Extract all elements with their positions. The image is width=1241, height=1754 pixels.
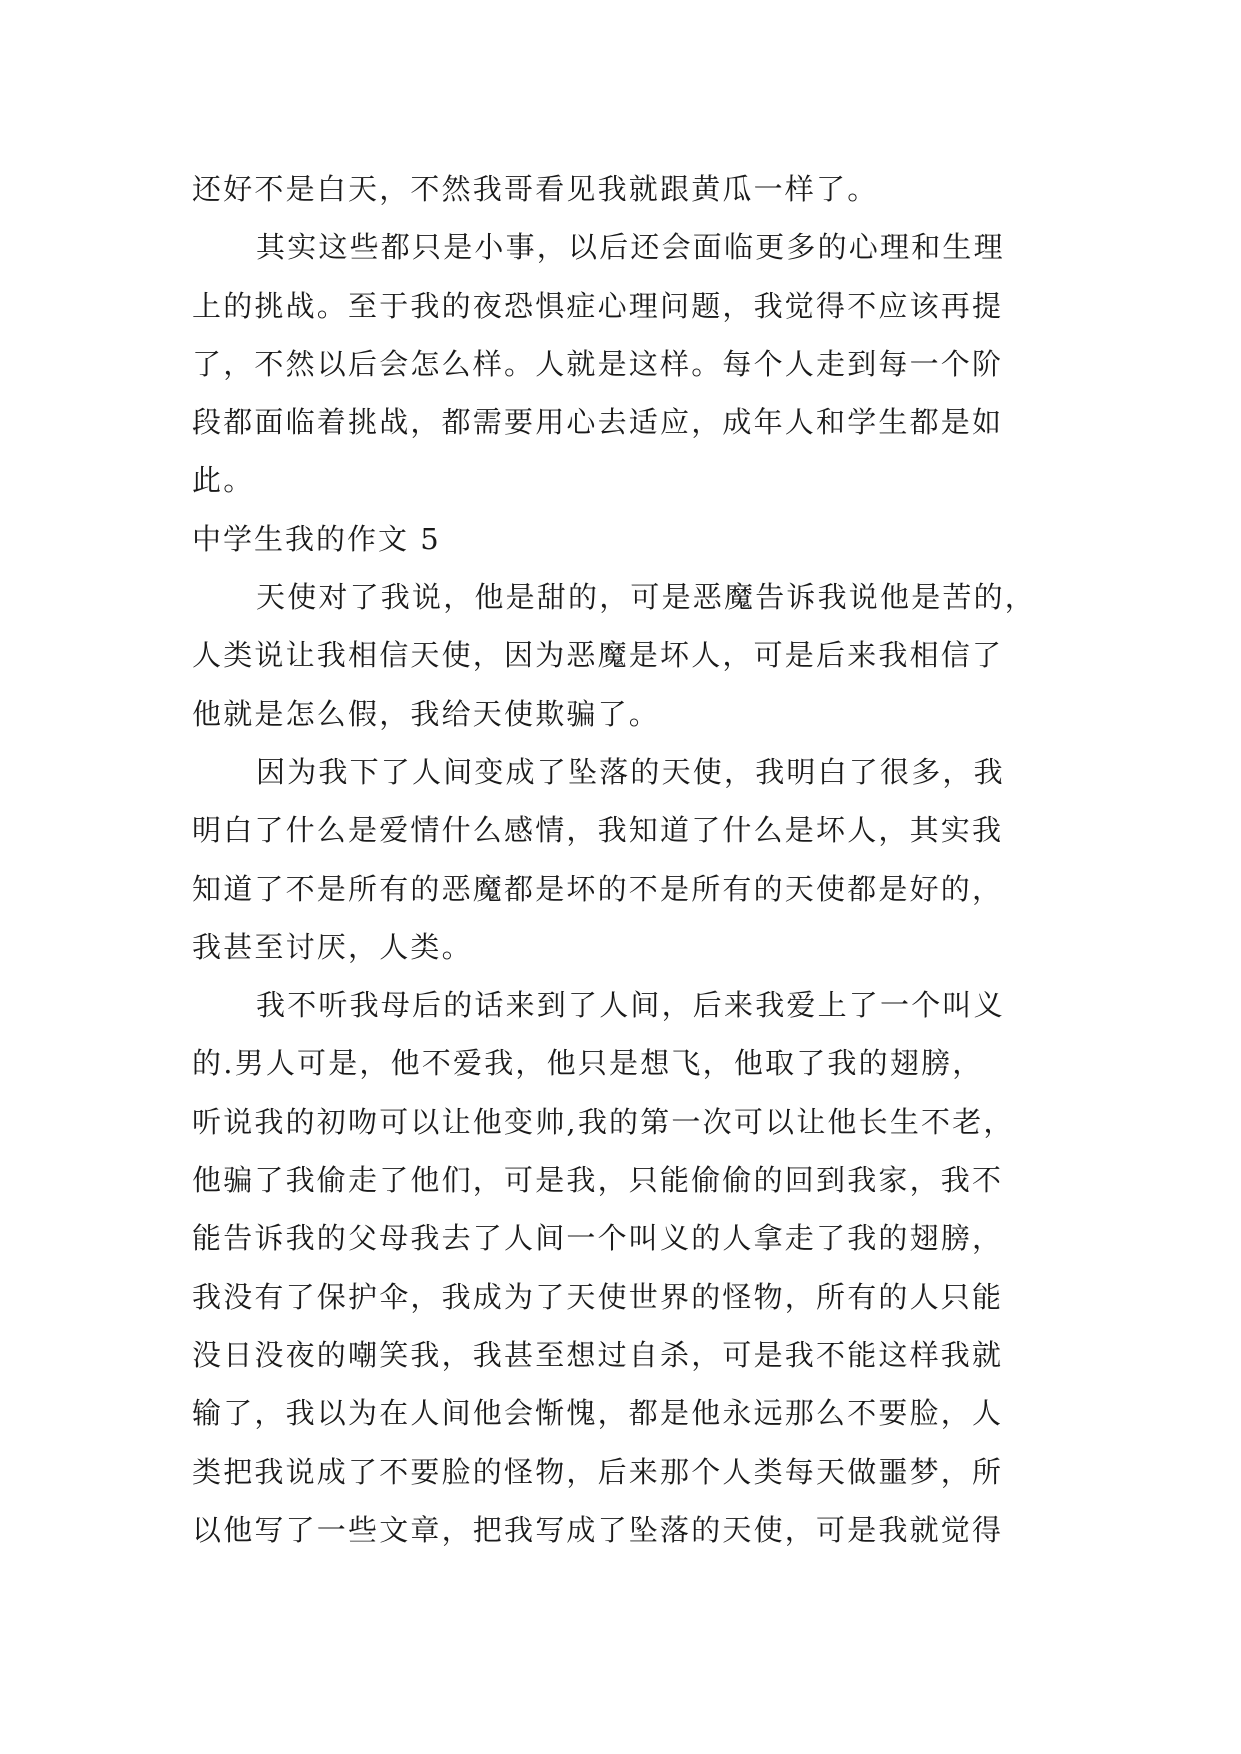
document-body [192, 160, 1062, 1559]
text-line: 我甚至讨厌，人类。 [192, 929, 473, 964]
text-line: 以他写了一些文章，把我写成了坠落的天使，可是我就觉得 [192, 1512, 1004, 1547]
text-line: 输了，我以为在人间他会惭愧，都是他永远那么不要脸，人 [192, 1396, 1004, 1431]
text-line: 段都面临着挑战，都需要用心去适应，成年人和学生都是如 [192, 405, 1004, 440]
text-line: 明白了什么是爱情什么感情，我知道了什么是坏人，其实我 [192, 813, 1004, 848]
text-line: 我不听我母后的话来到了人间，后来我爱上了一个叫义 [256, 988, 1005, 1023]
text-line: 我没有了保护伞，我成为了天使世界的怪物，所有的人只能 [192, 1279, 1004, 1314]
text-line: 知道了不是所有的恶魔都是坏的不是所有的天使都是好的， [192, 871, 1004, 906]
text-line: 因为我下了人间变成了坠落的天使，我明白了很多，我 [256, 754, 1005, 789]
text-line: 人类说让我相信天使，因为恶魔是坏人，可是后来我相信了 [192, 638, 1004, 673]
text-line: 其实这些都只是小事，以后还会面临更多的心理和生理 [256, 230, 1005, 265]
text-line: 类把我说成了不要脸的怪物，后来那个人类每天做噩梦，所 [192, 1454, 1004, 1489]
text-line: 此。 [192, 463, 255, 498]
text-line: 能告诉我的父母我去了人间一个叫义的人拿走了我的翅膀， [192, 1221, 1004, 1256]
section-heading: 中学生我的作文 5 [192, 521, 441, 556]
text-line: 的.男人可是，他不爱我，他只是想飞，他取了我的翅膀， [192, 1046, 984, 1081]
text-line: 天使对了我说，他是甜的，可是恶魔告诉我说他是苦的， [256, 580, 1037, 615]
text-line: 听说我的初吻可以让他变帅,我的第一次可以让他长生不老， [192, 1104, 1015, 1139]
text-line: 没日没夜的嘲笑我，我甚至想过自杀，可是我不能这样我就 [192, 1337, 1004, 1372]
text-line: 他骗了我偷走了他们，可是我，只能偷偷的回到我家，我不 [192, 1163, 1004, 1198]
text-line: 还好不是白天，不然我哥看见我就跟黄瓜一样了。 [192, 172, 879, 206]
text-line: 他就是怎么假，我给天使欺骗了。 [192, 696, 661, 731]
text-line: 上的挑战。至于我的夜恐惧症心理问题，我觉得不应该再提 [192, 288, 1004, 323]
text-line: 了，不然以后会怎么样。人就是这样。每个人走到每一个阶 [192, 346, 1004, 381]
